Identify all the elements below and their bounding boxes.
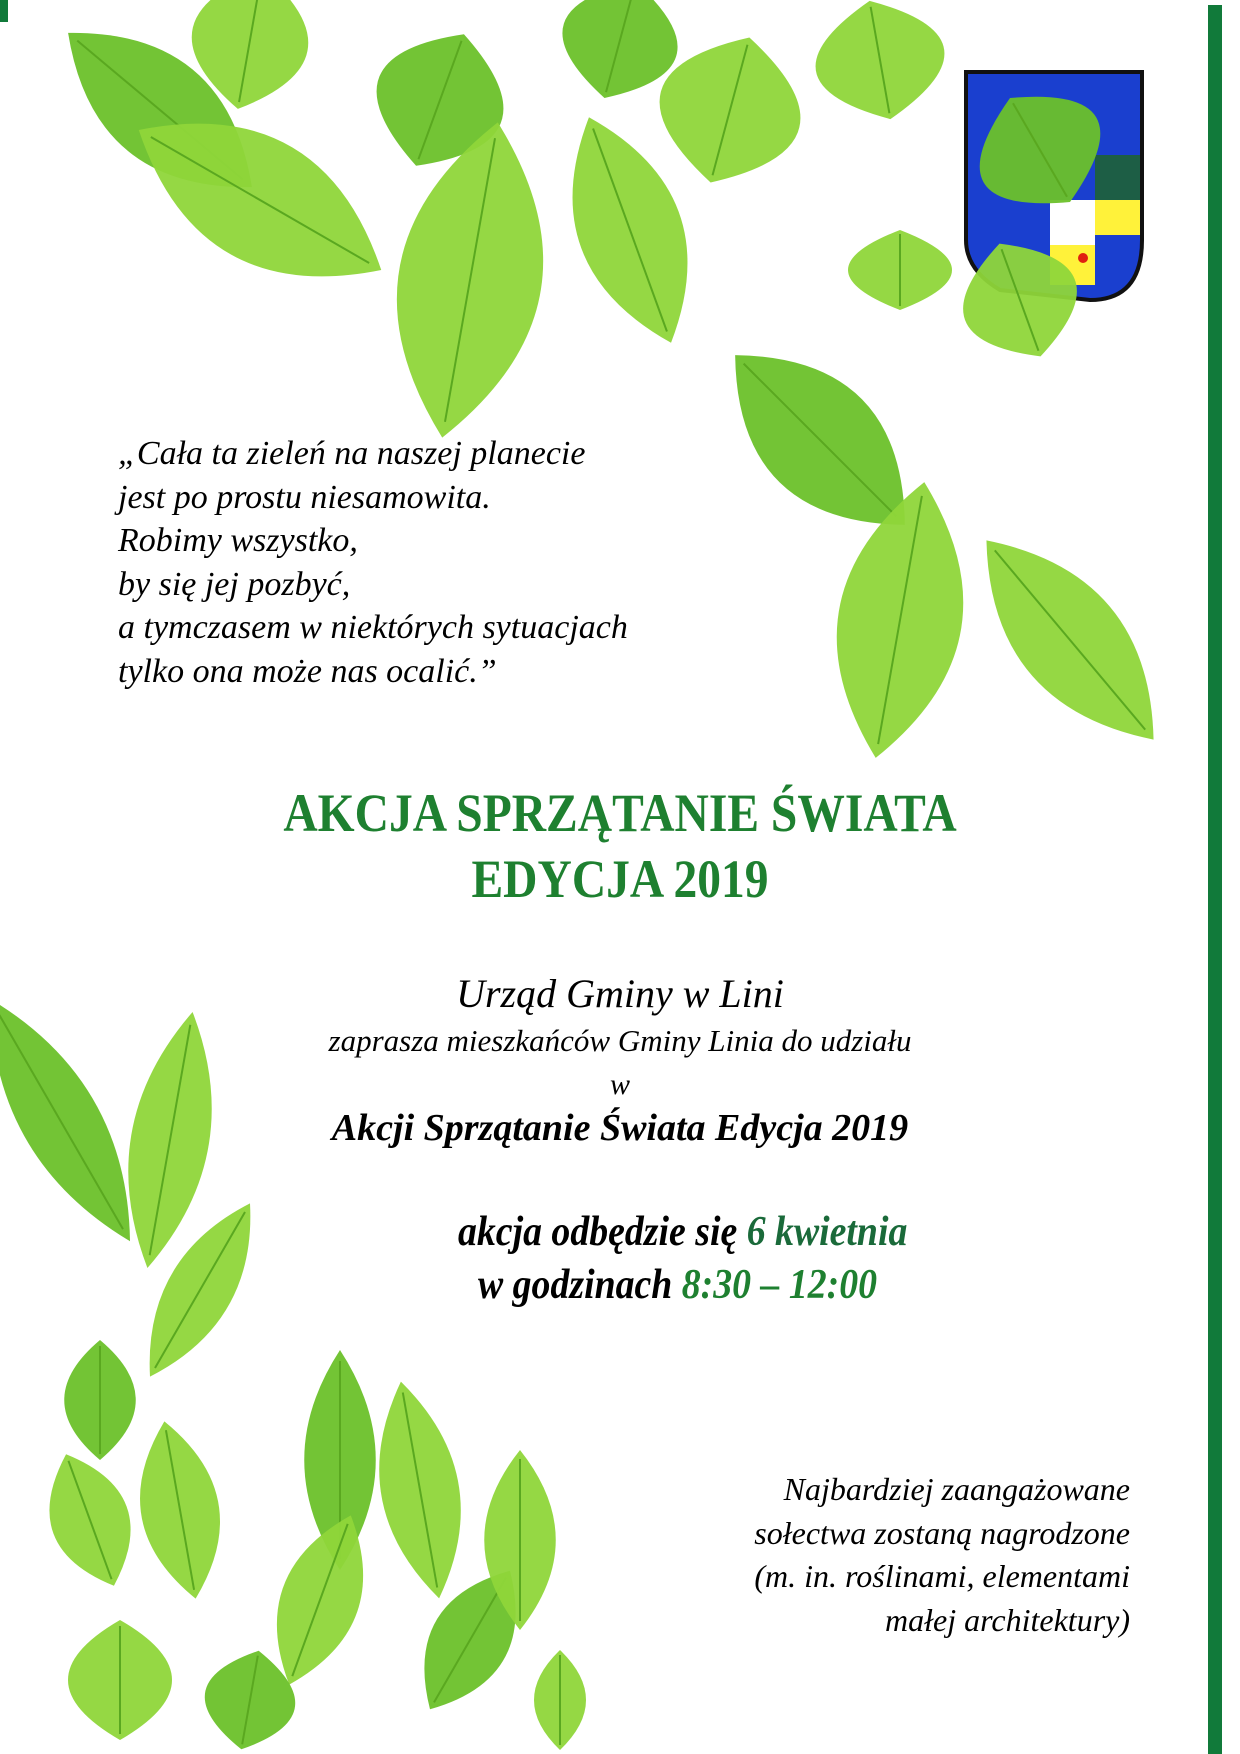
quote-line: Robimy wszystko, bbox=[118, 522, 358, 559]
invite-w: w bbox=[609, 1068, 630, 1101]
event-name: Akcji Sprzątanie Świata Edycja 2019 bbox=[331, 1107, 909, 1149]
page-title bbox=[0, 780, 1240, 912]
title-line-2: EDYCJA 2019 bbox=[471, 849, 769, 909]
prize-line: małej architektury) bbox=[885, 1601, 1130, 1638]
hours-prefix: w godzinach bbox=[478, 1262, 673, 1308]
event-date bbox=[458, 1208, 907, 1256]
date-prefix: akcja odbędzie się bbox=[458, 1209, 738, 1255]
event-date-value: 6 kwietnia bbox=[746, 1209, 908, 1255]
quote-line: a tymczasem w niektórych sytuacjach bbox=[118, 609, 628, 646]
event-hours bbox=[478, 1261, 877, 1309]
invite-text: zaprasza mieszkańców Gminy Linia do udziału bbox=[328, 1023, 912, 1058]
quote-line: by się jej pozbyć, bbox=[118, 565, 351, 603]
event-hours-value: 8:30 – 12:00 bbox=[681, 1262, 878, 1308]
quote bbox=[118, 432, 628, 693]
prize-note bbox=[754, 1468, 1130, 1642]
prize-line: (m. in. roślinami, elementami bbox=[754, 1558, 1130, 1594]
organizer: Urząd Gminy w Lini bbox=[456, 971, 784, 1016]
prize-line: sołectwa zostaną nagrodzone bbox=[754, 1514, 1130, 1551]
prize-line: Najbardziej zaangażowane bbox=[783, 1471, 1130, 1507]
quote-line: jest po prostu niesamowita. bbox=[118, 478, 491, 516]
quote-line: tylko ona może nas ocalić.” bbox=[118, 652, 497, 690]
title-line-1: AKCJA SPRZĄTANIE ŚWIATA bbox=[283, 783, 957, 843]
quote-line: „Cała ta zieleń na naszej planecie bbox=[118, 435, 586, 472]
